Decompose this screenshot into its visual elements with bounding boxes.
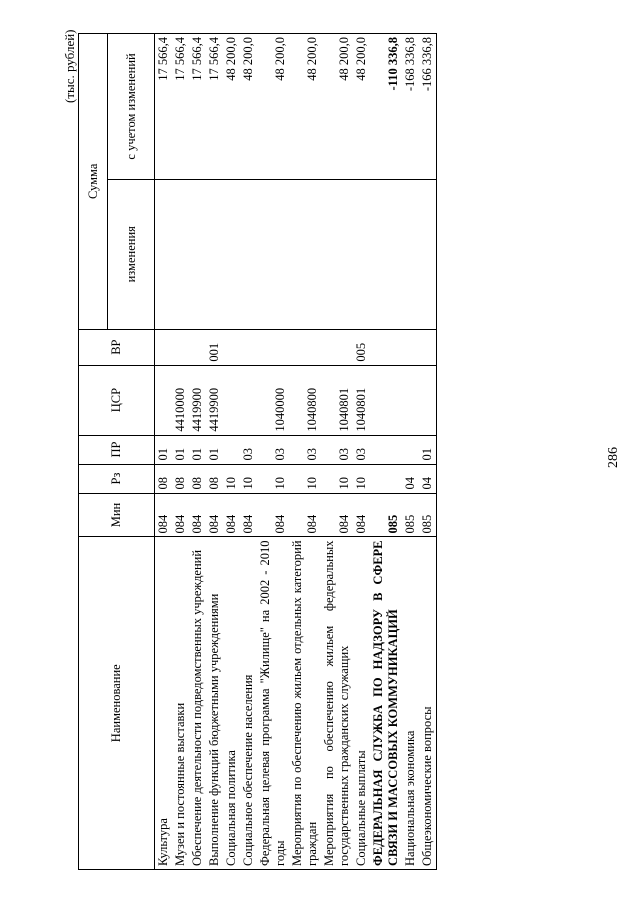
page-number: 286 xyxy=(606,447,621,468)
table-row xyxy=(223,34,240,870)
row-min: 084 xyxy=(353,493,370,537)
row-changes xyxy=(257,179,289,329)
row-min: 084 xyxy=(172,493,189,537)
row-rz: 08 xyxy=(172,464,189,493)
header-changes: изменения xyxy=(108,179,155,329)
row-csr: 1040000 xyxy=(257,365,289,435)
row-rz: 10 xyxy=(289,464,321,493)
row-with-changes: 48 200,0 xyxy=(257,34,289,180)
header-vr: ВР xyxy=(79,329,155,365)
row-csr: 4419900 xyxy=(206,365,223,435)
row-min: 085 xyxy=(419,493,437,537)
row-changes xyxy=(172,179,189,329)
row-pr: 03 xyxy=(289,435,321,464)
table-row xyxy=(257,34,289,870)
row-pr: 03 xyxy=(240,435,257,464)
table-row xyxy=(206,34,223,870)
row-vr xyxy=(370,329,402,365)
row-vr xyxy=(223,329,240,365)
row-vr xyxy=(172,329,189,365)
row-changes xyxy=(419,179,437,329)
row-vr xyxy=(189,329,206,365)
row-vr xyxy=(240,329,257,365)
header-sum: Сумма xyxy=(79,34,108,330)
row-with-changes: 17 566,4 xyxy=(155,34,173,180)
header-pr: ПР xyxy=(79,435,155,464)
row-csr xyxy=(155,365,173,435)
row-pr: 01 xyxy=(155,435,173,464)
row-with-changes: 48 200,0 xyxy=(321,34,353,180)
header-rz: Рз xyxy=(79,464,155,493)
row-min: 085 xyxy=(370,493,402,537)
row-pr: 03 xyxy=(321,435,353,464)
row-min: 085 xyxy=(402,493,419,537)
table-row xyxy=(240,34,257,870)
row-vr xyxy=(257,329,289,365)
row-changes xyxy=(353,179,370,329)
row-rz xyxy=(370,464,402,493)
row-pr xyxy=(223,435,240,464)
row-changes xyxy=(240,179,257,329)
row-min: 084 xyxy=(155,493,173,537)
row-rz: 10 xyxy=(223,464,240,493)
row-vr: 005 xyxy=(353,329,370,365)
row-name: Музеи и постоянные выставки xyxy=(172,537,189,870)
row-with-changes: 48 200,0 xyxy=(289,34,321,180)
row-changes xyxy=(189,179,206,329)
table-row xyxy=(402,34,419,870)
row-csr xyxy=(223,365,240,435)
table-row xyxy=(189,34,206,870)
header-with-changes: с учетом изменений xyxy=(108,34,155,180)
row-with-changes: 48 200,0 xyxy=(240,34,257,180)
row-changes xyxy=(402,179,419,329)
row-with-changes: 17 566,4 xyxy=(172,34,189,180)
row-pr xyxy=(370,435,402,464)
row-changes xyxy=(223,179,240,329)
row-pr: 01 xyxy=(206,435,223,464)
table-row xyxy=(155,34,173,870)
row-pr: 01 xyxy=(172,435,189,464)
row-with-changes: 17 566,4 xyxy=(206,34,223,180)
row-name: Выполнение функций бюджетными учреждениями xyxy=(206,537,223,870)
row-pr: 03 xyxy=(353,435,370,464)
row-csr: 4419900 xyxy=(189,365,206,435)
row-name: Общеэкономические вопросы xyxy=(419,537,437,870)
row-rz: 08 xyxy=(155,464,173,493)
row-rz: 10 xyxy=(257,464,289,493)
row-changes xyxy=(155,179,173,329)
row-vr xyxy=(419,329,437,365)
row-with-changes: -168 336,8 xyxy=(402,34,419,180)
header-name: Наименование xyxy=(79,537,155,870)
row-pr: 03 xyxy=(257,435,289,464)
table-row xyxy=(370,34,402,870)
table-row xyxy=(353,34,370,870)
table-row xyxy=(321,34,353,870)
row-csr: 4410000 xyxy=(172,365,189,435)
row-with-changes: -166 336,8 xyxy=(419,34,437,180)
row-pr: 01 xyxy=(419,435,437,464)
row-name: Федеральная целевая программа "Жилище" на 2002 - 2010 годы xyxy=(257,537,289,870)
row-name: Культура xyxy=(155,537,173,870)
row-changes xyxy=(289,179,321,329)
row-rz: 10 xyxy=(321,464,353,493)
row-rz: 08 xyxy=(206,464,223,493)
table-row xyxy=(289,34,321,870)
row-rz: 10 xyxy=(240,464,257,493)
row-vr xyxy=(402,329,419,365)
row-with-changes: -110 336,8 xyxy=(370,34,402,180)
row-min: 084 xyxy=(240,493,257,537)
row-vr xyxy=(321,329,353,365)
row-min: 084 xyxy=(189,493,206,537)
row-rz: 04 xyxy=(419,464,437,493)
row-changes xyxy=(206,179,223,329)
row-csr xyxy=(240,365,257,435)
table-row xyxy=(172,34,189,870)
row-pr xyxy=(402,435,419,464)
row-changes xyxy=(370,179,402,329)
row-name: Мероприятия по обеспечению жильем федеральных государственных гражданских служащих xyxy=(321,537,353,870)
row-vr xyxy=(155,329,173,365)
row-name: Обеспечение деятельности подведомственных учреждений xyxy=(189,537,206,870)
units-label: (тыс. рублей) xyxy=(62,29,77,103)
row-name: ФЕДЕРАЛЬНАЯ СЛУЖБА ПО НАДЗОРУ В СФЕРЕ СВЯЗИ И МАССОВЫХ КОММУНИКАЦИЙ xyxy=(370,537,402,870)
row-changes xyxy=(321,179,353,329)
table-body xyxy=(155,34,437,870)
row-csr xyxy=(402,365,419,435)
row-pr: 01 xyxy=(189,435,206,464)
row-with-changes: 48 200,0 xyxy=(223,34,240,180)
row-csr xyxy=(370,365,402,435)
row-csr xyxy=(419,365,437,435)
row-csr: 1040801 xyxy=(353,365,370,435)
row-with-changes: 48 200,0 xyxy=(353,34,370,180)
row-name: Мероприятия по обеспечению жильем отдельных категорий граждан xyxy=(289,537,321,870)
row-vr xyxy=(289,329,321,365)
header-csr: ЦСР xyxy=(79,365,155,435)
row-csr: 1040800 xyxy=(289,365,321,435)
budget-table xyxy=(78,33,437,870)
row-rz: 08 xyxy=(189,464,206,493)
row-with-changes: 17 566,4 xyxy=(189,34,206,180)
row-min: 084 xyxy=(257,493,289,537)
row-csr: 1040801 xyxy=(321,365,353,435)
row-rz: 10 xyxy=(353,464,370,493)
row-name: Социальные выплаты xyxy=(353,537,370,870)
row-min: 084 xyxy=(206,493,223,537)
row-name: Национальная экономика xyxy=(402,537,419,870)
row-name: Социальное обеспечение населения xyxy=(240,537,257,870)
row-name: Социальная политика xyxy=(223,537,240,870)
row-min: 084 xyxy=(223,493,240,537)
table-row xyxy=(419,34,437,870)
row-min: 084 xyxy=(321,493,353,537)
row-min: 084 xyxy=(289,493,321,537)
row-rz: 04 xyxy=(402,464,419,493)
row-vr: 001 xyxy=(206,329,223,365)
header-min: Мин xyxy=(79,493,155,537)
